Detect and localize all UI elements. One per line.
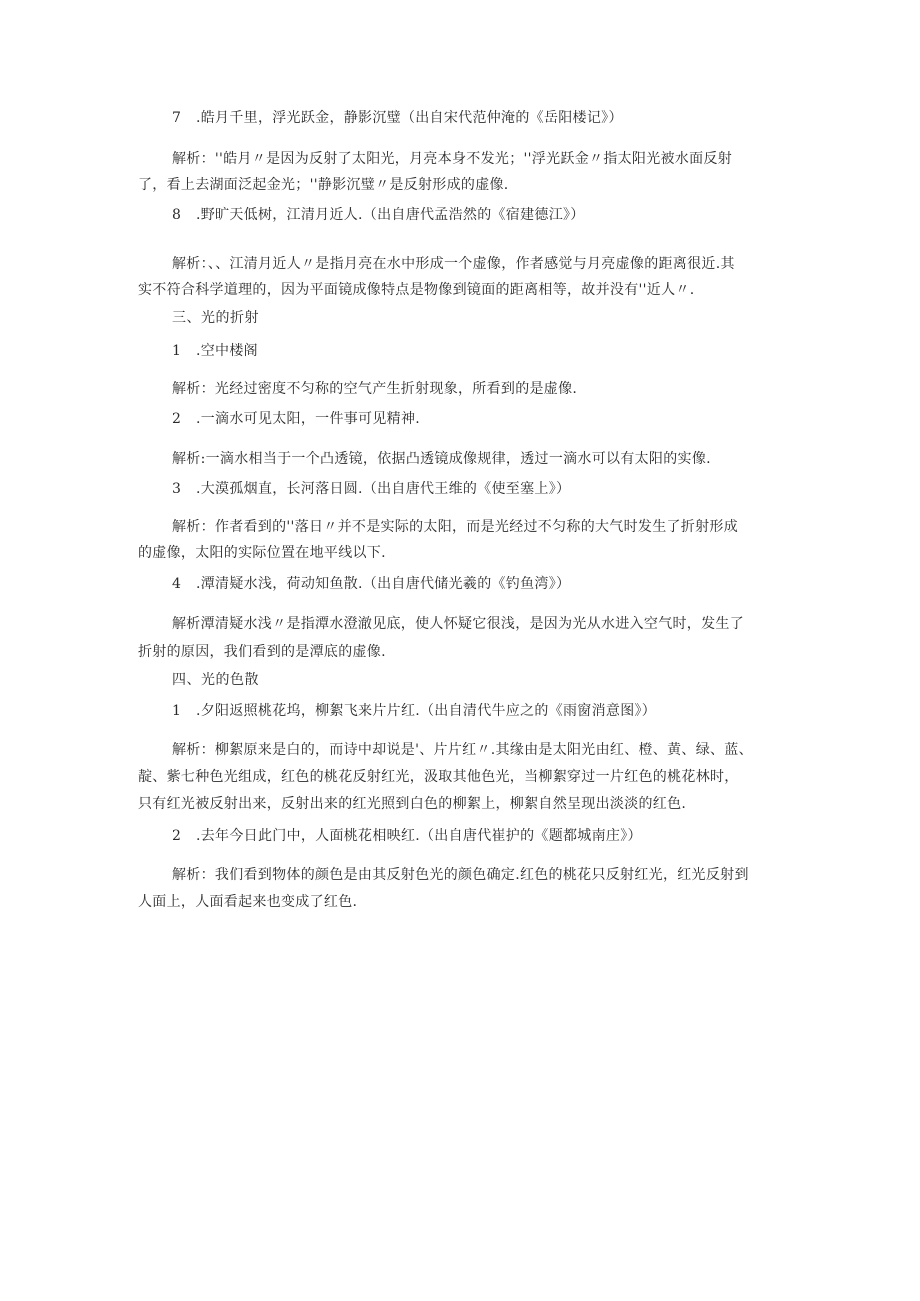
section-3-analysis-4-line-1: 解析潭清疑水浅〃是指潭水澄澈见底，使人怀疑它很浅，是因为光从水进入空气时，发生了 bbox=[172, 616, 744, 632]
analysis-8-line-2: 实不符合科学道理的，因为平面镜成像特点是物像到镜面的距离相等，故并没有''近人〃. bbox=[138, 282, 695, 298]
item-text: .潭清疑水浅，荷动知鱼散.（出自唐代储光羲的《钓鱼湾》） bbox=[196, 576, 571, 592]
item-number: 4 bbox=[172, 576, 182, 592]
item-number: 1 bbox=[172, 343, 182, 359]
section-3-analysis-3-line-1: 解析：作者看到的''落日〃并不是实际的太阳，而是光经过不匀称的大气时发生了折射形成 bbox=[172, 519, 738, 535]
section-4-analysis-1-line-2: 靛、紫七种色光组成，红色的桃花反射红光，汲取其他色光，当柳絮穿过一片红色的桃花林时， bbox=[138, 769, 739, 785]
section-3-item-3 bbox=[172, 480, 832, 498]
item-text: .一滴水可见太阳，一件事可见精神. bbox=[196, 411, 420, 427]
section-4-analysis-1-line-3: 只有红光被反射出来，反射出来的红光照到白色的柳絮上，柳絮自然呈现出淡淡的红色. bbox=[138, 796, 687, 812]
section-3-analysis-1: 解析：光经过密度不匀称的空气产生折射现象，所看到的是虚像. bbox=[172, 381, 578, 397]
item-number: 1 bbox=[172, 703, 182, 719]
item-text: .空中楼阁 bbox=[196, 343, 258, 359]
analysis-7-line-1: 解析：''皓月〃是因为反射了太阳光，月亮本身不发光；''浮光跃金〃指太阳光被水面反射 bbox=[172, 151, 732, 167]
item-number: 3 bbox=[172, 481, 182, 497]
section-3-item-4 bbox=[172, 575, 832, 593]
item-text: .夕阳返照桃花坞，柳絮飞来片片红.（出自清代牛应之的《雨窗消意图》） bbox=[196, 703, 657, 719]
item-text: .去年今日此门中，人面桃花相映红.（出自唐代崔护的《题都城南庄》） bbox=[196, 828, 642, 844]
analysis-8-line-1: 解析：、、江清月近人〃是指月亮在水中形成一个虚像，作者感觉与月亮虚像的距离很近.其 bbox=[172, 256, 735, 272]
poem-item-8 bbox=[172, 206, 832, 224]
section-4-title: 四、光的色散 bbox=[172, 672, 259, 688]
section-3-analysis-3-line-2: 的虚像，太阳的实际位置在地平线以下. bbox=[138, 545, 386, 561]
item-number: 2 bbox=[172, 828, 182, 844]
item-text: .大漠孤烟直，长河落日圆.（出自唐代王维的《使至塞上》） bbox=[196, 481, 571, 497]
section-3-title: 三、光的折射 bbox=[172, 310, 259, 326]
analysis-7-line-2: 了，看上去湖面泛起金光；''静影沉璧〃是反射形成的虚像. bbox=[138, 177, 509, 193]
item-number: 8 bbox=[172, 207, 182, 223]
section-4-analysis-2-line-2: 人面上，人面看起来也变成了红色. bbox=[138, 894, 358, 910]
item-text: .皓月千里，浮光跃金，静影沉璧（出自宋代范仲淹的《岳阳楼记》） bbox=[196, 110, 623, 126]
section-4-analysis-2-line-1: 解析：我们看到物体的颜色是由其反射色光的颜色确定.红色的桃花只反射红光，红光反射到 bbox=[172, 867, 749, 883]
section-3-item-1 bbox=[172, 342, 832, 360]
section-3-item-2 bbox=[172, 410, 832, 428]
item-text: .野旷天低树，江清月近人.（出自唐代孟浩然的《宿建德江》） bbox=[196, 207, 585, 223]
item-number: 2 bbox=[172, 411, 182, 427]
section-4-item-1 bbox=[172, 702, 832, 720]
section-4-item-2 bbox=[172, 827, 832, 845]
item-number: 7 bbox=[172, 110, 182, 126]
poem-item-7 bbox=[172, 109, 832, 127]
section-3-analysis-2: 解析:一滴水相当于一个凸透镜，依据凸透镜成像规律，透过一滴水可以有太阳的实像. bbox=[172, 451, 711, 467]
section-4-analysis-1-line-1: 解析：柳絮原来是白的，而诗中却说是'、片片红〃.其缘由是太阳光由红、橙、黄、绿、蓝、 bbox=[172, 742, 753, 758]
section-3-analysis-4-line-2: 折射的原因，我们看到的是潭底的虚像. bbox=[138, 644, 386, 660]
